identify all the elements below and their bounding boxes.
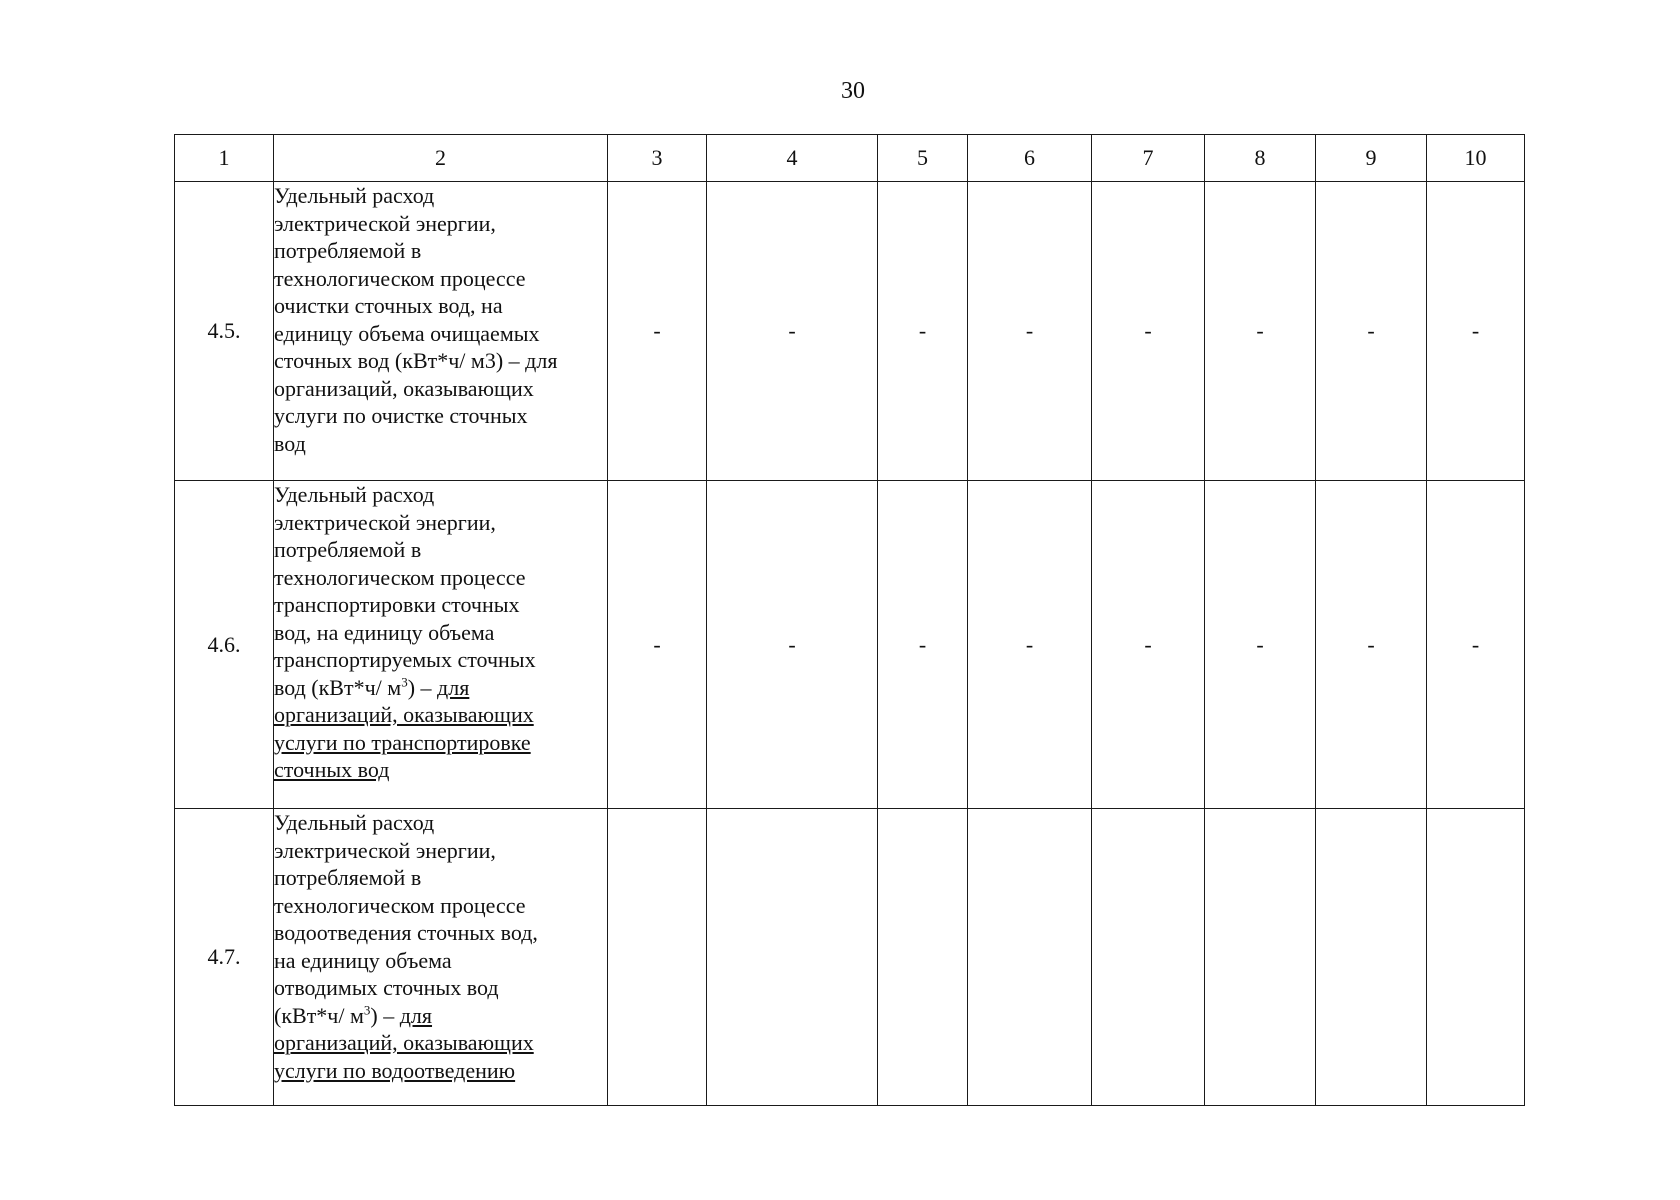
description-line: единицу объема очищаемых xyxy=(274,320,540,346)
row-number: 4.5. xyxy=(175,182,274,481)
description-line: транспортируемых сточных xyxy=(274,647,536,672)
row-number: 4.6. xyxy=(175,481,274,809)
unit-text-tail: ) – xyxy=(370,1002,400,1028)
unit-text: вод (кВт*ч/ м xyxy=(274,674,402,700)
column-header: 3 xyxy=(608,135,707,182)
description-line: сточных вод xyxy=(274,757,390,782)
description-line: организаций, оказывающих xyxy=(274,375,534,401)
value-cell: - xyxy=(707,182,878,481)
description-line: отводимых сточных вод xyxy=(274,975,499,1000)
row-description xyxy=(274,481,608,809)
table-header-row xyxy=(175,135,1525,182)
value-cell: - xyxy=(1316,182,1427,481)
value-cell: - xyxy=(1092,481,1205,809)
value-cell: - xyxy=(1205,481,1316,809)
value-cell xyxy=(1316,809,1427,1106)
value-cell xyxy=(878,809,968,1106)
value-cell: - xyxy=(608,481,707,809)
description-line: услуги по водоотведению xyxy=(274,1057,516,1083)
column-header: 2 xyxy=(274,135,608,182)
description-line: услуги по транспортировке xyxy=(274,729,531,755)
value-cell: - xyxy=(968,481,1092,809)
description-line xyxy=(274,674,607,702)
description-line: потребляемой в xyxy=(274,865,422,890)
column-header: 4 xyxy=(707,135,878,182)
description-line: вод xyxy=(274,430,306,456)
value-cell: - xyxy=(1427,182,1525,481)
column-header: 7 xyxy=(1092,135,1205,182)
row-number: 4.7. xyxy=(175,809,274,1106)
underlined-text: для xyxy=(437,674,470,700)
value-cell: - xyxy=(1316,481,1427,809)
row-description xyxy=(274,809,608,1106)
column-header: 6 xyxy=(968,135,1092,182)
value-cell xyxy=(1092,809,1205,1106)
description-line: очистки сточных вод, на xyxy=(274,293,503,318)
value-cell: - xyxy=(1427,481,1525,809)
description-line: технологическом процессе xyxy=(274,892,526,918)
value-cell: - xyxy=(1205,182,1316,481)
unit-superscript: 3 xyxy=(363,1002,371,1018)
description-line: водоотведения сточных вод, xyxy=(274,920,538,945)
unit-superscript: 3 xyxy=(401,674,408,690)
description-line: услуги по очистке сточных xyxy=(274,403,528,428)
value-cell: - xyxy=(968,182,1092,481)
table-row xyxy=(175,182,1525,481)
row-description xyxy=(274,182,608,481)
description-line: Удельный расход xyxy=(274,183,435,208)
unit-text-tail: ) – xyxy=(407,674,438,700)
page-number: 30 xyxy=(841,78,865,104)
unit-text: (кВт*ч/ м xyxy=(274,1002,364,1028)
description-line: организаций, оказывающих xyxy=(274,1030,534,1055)
column-header: 10 xyxy=(1427,135,1525,182)
value-cell xyxy=(1427,809,1525,1106)
column-header: 1 xyxy=(175,135,274,182)
description-line xyxy=(274,1002,607,1030)
value-cell: - xyxy=(878,182,968,481)
table-row xyxy=(175,809,1525,1106)
value-cell xyxy=(968,809,1092,1106)
column-header: 9 xyxy=(1316,135,1427,182)
description-line: вод, на единицу объема xyxy=(274,619,495,645)
description-line: технологическом процессе xyxy=(274,564,526,590)
value-cell: - xyxy=(878,481,968,809)
description-line: потребляемой в xyxy=(274,238,422,263)
description-line: транспортировки сточных xyxy=(274,592,520,617)
value-cell: - xyxy=(707,481,878,809)
column-header: 8 xyxy=(1205,135,1316,182)
description-line: технологическом процессе xyxy=(274,265,526,291)
description-line: электрической энергии, xyxy=(274,837,496,863)
value-cell xyxy=(608,809,707,1106)
table-row xyxy=(175,481,1525,809)
value-cell xyxy=(707,809,878,1106)
description-line: Удельный расход xyxy=(274,810,435,835)
underlined-text: для xyxy=(399,1002,433,1028)
indicator-table xyxy=(174,134,1525,1106)
description-line: потребляемой в xyxy=(274,537,422,562)
description-line: электрической энергии, xyxy=(274,509,496,535)
description-line: Удельный расход xyxy=(274,482,435,507)
description-line: на единицу объема xyxy=(274,947,452,973)
description-line: организаций, оказывающих xyxy=(274,702,534,727)
value-cell: - xyxy=(608,182,707,481)
column-header: 5 xyxy=(878,135,968,182)
description-line: сточных вод (кВт*ч/ м3) – для xyxy=(274,348,558,373)
value-cell: - xyxy=(1092,182,1205,481)
description-line: электрической энергии, xyxy=(274,210,496,236)
value-cell xyxy=(1205,809,1316,1106)
